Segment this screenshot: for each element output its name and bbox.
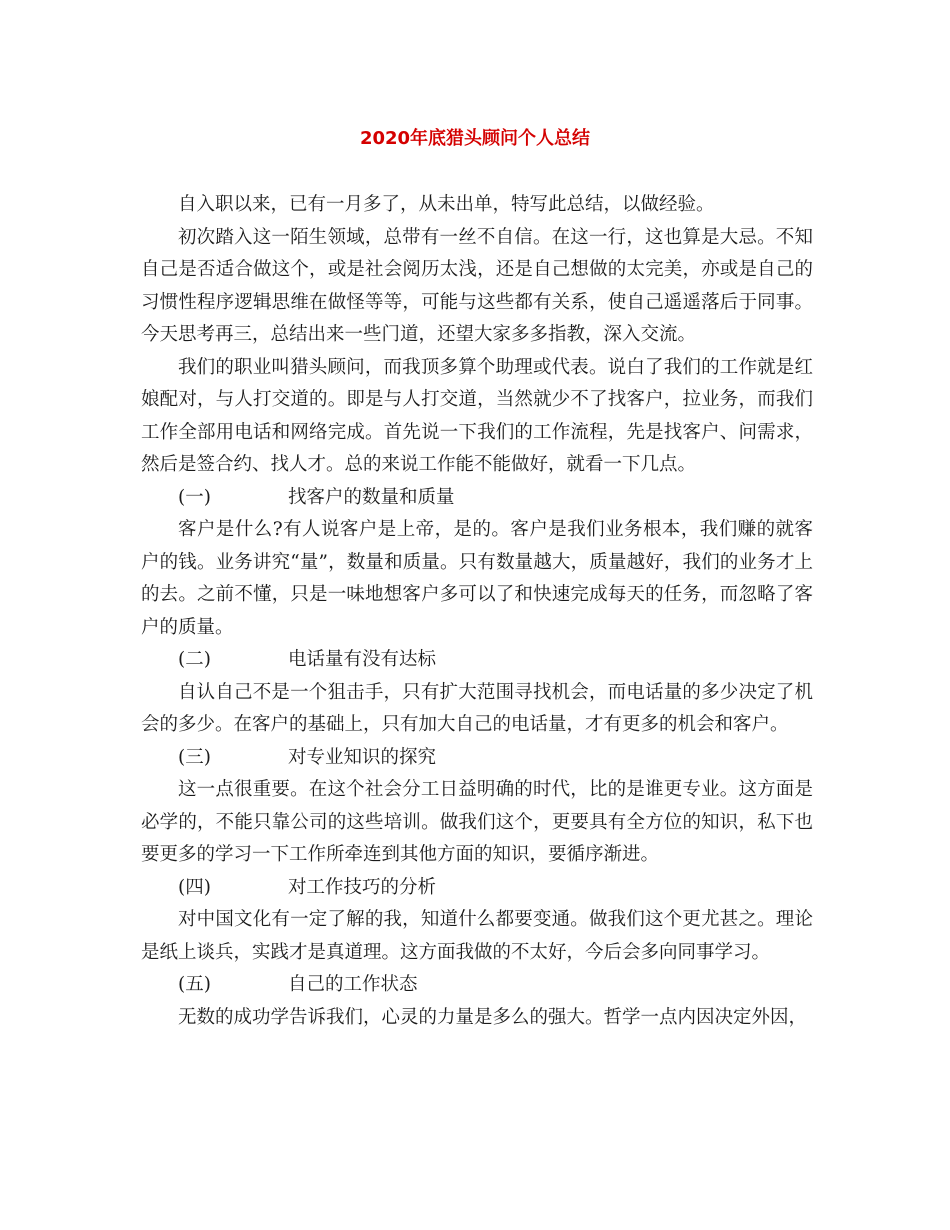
section-number: (二) <box>178 649 211 670</box>
section-heading <box>141 742 813 775</box>
section-heading <box>141 969 813 1002</box>
section-heading <box>141 482 813 515</box>
document-title: 2020年底猎头顾问个人总结 <box>359 128 591 149</box>
section-title: 自己的工作状态 <box>288 974 418 995</box>
section-number: (一) <box>178 486 211 508</box>
section-number: (四) <box>178 876 211 898</box>
paragraph: 初次踏入这一陌生领域，总带有一丝不自信。在这一行，这也算是大忌。不知自己是否适合做这个，或是社会阅历太浅，还是自己想做的太完美，亦或是自己的习惯性程序逻辑思维在做怪等等，可能与这些都有关系，使自己遥遥落后于同事。今天思考再三，总结出来一些门道，还望大家多多指教，深入交流。 <box>141 226 813 345</box>
paragraph: 客户是什么?有人说客户是上帝，是的。客户是我们业务根本，我们赚的就客户的钱。业务讲究“量”，数量和质量。只有数量越大，质量越好，我们的业务才上的去。之前不懂，只是一味地想客户多可以了和快速完成每天的任务，而忽略了客户的质量。 <box>141 519 813 638</box>
paragraph: 自入职以来，已有一月多了，从未出单，特写此总结，以做经验。 <box>178 194 715 215</box>
document-body <box>141 189 813 1034</box>
section-title: 对工作技巧的分析 <box>288 876 437 898</box>
paragraph: 我们的职业叫猎头顾问，而我顶多算个助理或代表。说白了我们的工作就是红娘配对，与人打交道的。即是与人打交道，当然就少不了找客户，拉业务，而我们工作全部用电话和网络完成。首先说一下我们的工作流程，先是找客户、问需求，然后是签合约、找人才。总的来说工作能不能做好，就看一下几点。 <box>141 356 813 475</box>
section-heading <box>141 872 813 905</box>
paragraph: 无数的成功学告诉我们，心灵的力量是多么的强大。哲学一点内因决定外因， <box>178 1006 808 1028</box>
section-heading <box>141 644 813 677</box>
paragraph: 对中国文化有一定了解的我，知道什么都要变通。做我们这个更尤甚之。理论是纸上谈兵，实践才是真道理。这方面我做的不太好，今后会多向同事学习。 <box>141 909 813 963</box>
section-number: (五) <box>178 974 211 995</box>
section-title: 找客户的数量和质量 <box>288 486 455 508</box>
paragraph: 这一点很重要。在这个社会分工日益明确的时代，比的是谁更专业。这方面是必学的，不能只靠公司的这些培训。做我们这个，更要具有全方位的知识，私下也要更多的学习一下工作所牵连到其他方面的知识，要循序渐进。 <box>141 779 813 865</box>
section-title: 对专业知识的探究 <box>288 746 437 768</box>
paragraph: 自认自己不是一个狙击手，只有扩大范围寻找机会，而电话量的多少决定了机会的多少。在客户的基础上，只有加大自己的电话量，才有更多的机会和客户。 <box>141 681 813 735</box>
section-title: 电话量有没有达标 <box>288 649 437 670</box>
section-number: (三) <box>178 746 211 768</box>
